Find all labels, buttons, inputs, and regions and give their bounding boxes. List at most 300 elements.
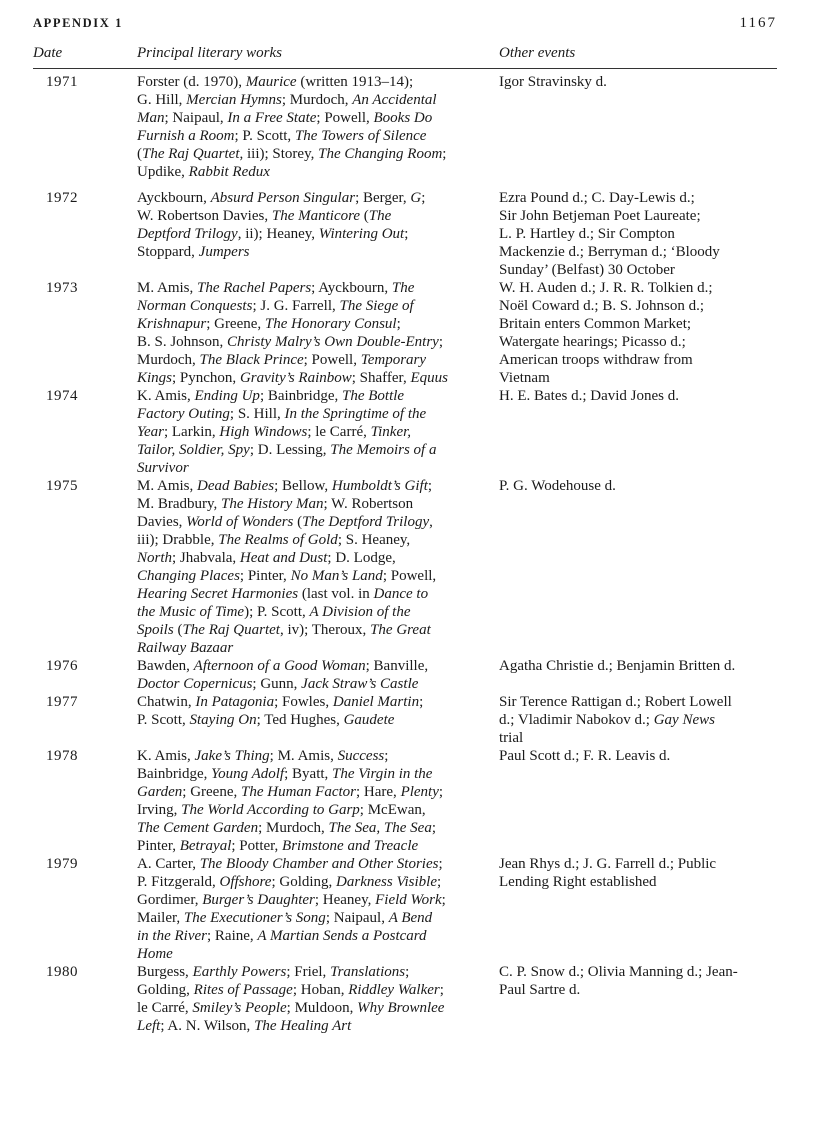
events-cell [499, 477, 779, 495]
plain-text: Forster (d. 1970), [137, 74, 246, 90]
title-text: Smiley’s People [192, 1000, 287, 1016]
plain-text: W. H. Auden d.; J. R. R. Tolkien d.; [499, 280, 713, 296]
title-text: The Changing Room [318, 146, 443, 162]
plain-text: ; [438, 784, 444, 800]
column-heading-works: Principal literary works [137, 45, 282, 61]
column-heading-date: Date [33, 45, 63, 61]
plain-text: ; Muldoon, [286, 1000, 358, 1016]
title-text: Railway Bazaar [137, 640, 234, 656]
title-text: Gay News [653, 712, 715, 728]
title-text: Furnish a Room [137, 128, 235, 144]
title-text: Brimstone and Treacle [282, 838, 419, 854]
works-line [137, 225, 497, 243]
title-text: Home [137, 946, 173, 962]
title-text: An Accidental [352, 92, 437, 108]
title-text: A Division of the [309, 604, 411, 620]
works-line [137, 91, 497, 109]
year-cell: 1973 [46, 280, 78, 296]
title-text: The History Man [221, 496, 324, 512]
plain-text: Murdoch, [137, 352, 200, 368]
title-text: Factory Outing [137, 406, 230, 422]
events-line [499, 729, 779, 747]
title-text: Young Adolf [211, 766, 285, 782]
plain-text: Vietnam [499, 370, 550, 386]
events-line [499, 333, 779, 351]
plain-text: L. P. Hartley d.; Sir Compton [499, 226, 675, 242]
plain-text: ; [384, 748, 389, 764]
plain-text: ; M. Amis, [269, 748, 338, 764]
works-line [137, 145, 497, 163]
plain-text: Ezra Pound d.; C. Day-Lewis d.; [499, 190, 695, 206]
title-text: The World According to Garp [181, 802, 360, 818]
plain-text: ; Jhabvala, [172, 550, 240, 566]
plain-text: Stoppard, [137, 244, 199, 260]
works-line [137, 621, 497, 639]
plain-text: (written 1913–14); [296, 74, 414, 90]
plain-text: ; [437, 874, 442, 890]
plain-text: Gordimer, [137, 892, 203, 908]
plain-text: ; [431, 820, 437, 836]
title-text: Temporary [360, 352, 427, 368]
title-text: Man [137, 110, 165, 126]
plain-text: ; Byatt, [284, 766, 333, 782]
title-text: The Bloody Chamber and Other Stories [199, 856, 439, 872]
works-line [137, 747, 497, 765]
title-text: Spoils [137, 622, 174, 638]
plain-text: ; Powell, [382, 568, 437, 584]
plain-text: Updike, [137, 164, 189, 180]
plain-text: ; Naipaul, [325, 910, 389, 926]
plain-text: Noël Coward d.; B. S. Johnson d.; [499, 298, 705, 314]
plain-text: Mackenzie d.; Berryman d.; ‘Bloody [499, 244, 720, 260]
title-text: In a Free State [227, 110, 317, 126]
events-cell [499, 73, 779, 91]
works-line [137, 657, 497, 675]
plain-text: K. Amis, [137, 748, 195, 764]
plain-text: Igor Stravinsky d. [499, 74, 607, 90]
plain-text: Britain enters Common Market; [499, 316, 692, 332]
events-line [499, 261, 779, 279]
plain-text: ; Hoban, [292, 982, 349, 998]
plain-text: ; Potter, [231, 838, 283, 854]
title-text: In the Springtime of the [284, 406, 427, 422]
works-line [137, 531, 497, 549]
events-line [499, 297, 779, 315]
works-line [137, 963, 497, 981]
works-line [137, 279, 497, 297]
works-cell [137, 279, 497, 387]
title-text: The Honorary Consul [264, 316, 397, 332]
plain-text: Chatwin, [137, 694, 196, 710]
works-line [137, 127, 497, 145]
events-line [499, 747, 779, 765]
plain-text: ( [137, 146, 142, 162]
events-line [499, 477, 779, 495]
title-text: The Great [370, 622, 431, 638]
plain-text: Jean Rhys d.; J. G. Farrell d.; Public [499, 856, 717, 872]
title-text: Krishnapur [137, 316, 207, 332]
column-heading-events: Other events [499, 45, 576, 61]
title-text: G [410, 190, 422, 206]
title-text: Daniel Martin [332, 694, 420, 710]
plain-text: (last vol. in [298, 586, 374, 602]
works-line [137, 927, 497, 945]
plain-text: ; S. Heaney, [337, 532, 411, 548]
works-line [137, 873, 497, 891]
plain-text: , iv); Theroux, [279, 622, 371, 638]
events-line [499, 225, 779, 243]
title-text: Wintering Out [318, 226, 405, 242]
title-text: Maurice [245, 74, 297, 90]
events-cell [499, 855, 779, 891]
title-text: Riddley Walker [348, 982, 440, 998]
running-head [33, 16, 777, 38]
title-text: Betrayal [179, 838, 232, 854]
title-text: The Towers of Silence [294, 128, 427, 144]
plain-text: Mailer, [137, 910, 184, 926]
plain-text: ; Friel, [286, 964, 331, 980]
plain-text: ; J. G. Farrell, [252, 298, 340, 314]
plain-text: ; [442, 146, 447, 162]
works-line [137, 819, 497, 837]
page-number: 1167 [739, 15, 777, 31]
plain-text: Burgess, [137, 964, 193, 980]
title-text: Kings [137, 370, 173, 386]
works-line [137, 837, 497, 855]
title-text: Darkness Visible [336, 874, 438, 890]
title-text: Survivor [137, 460, 189, 476]
title-text: Translations [330, 964, 406, 980]
plain-text: ; [439, 982, 444, 998]
plain-text: Lending Right established [499, 874, 657, 890]
works-line [137, 675, 497, 693]
plain-text: P. Scott, [137, 712, 190, 728]
title-text: Equus [410, 370, 448, 386]
plain-text: ; [405, 964, 410, 980]
plain-text: Golding, [137, 982, 194, 998]
title-text: The Virgin in the [332, 766, 433, 782]
plain-text: trial [499, 730, 524, 746]
year-cell: 1977 [46, 694, 78, 710]
plain-text: ; Murdoch, [258, 820, 329, 836]
works-cell [137, 477, 497, 657]
title-text: Ending Up [194, 388, 260, 404]
works-line [137, 783, 497, 801]
plain-text: ; Heaney, [314, 892, 376, 908]
title-text: Staying On [189, 712, 257, 728]
events-line [499, 315, 779, 333]
works-line [137, 711, 497, 729]
plain-text: ; le Carré, [307, 424, 371, 440]
works-line [137, 981, 497, 999]
plain-text: K. Amis, [137, 388, 195, 404]
events-line [499, 351, 779, 369]
plain-text: A. Carter, [137, 856, 200, 872]
plain-text: M. Bradbury, [137, 496, 222, 512]
plain-text: , ii); Heaney, [237, 226, 319, 242]
plain-text: Ayckbourn, [137, 190, 211, 206]
works-line [137, 999, 497, 1017]
title-text: The Siege of [339, 298, 414, 314]
plain-text: ; Pinter, [239, 568, 291, 584]
title-text: The [368, 208, 392, 224]
works-line [137, 315, 497, 333]
title-text: Norman Conquests [137, 298, 253, 314]
plain-text: C. P. Snow d.; Olivia Manning d.; Jean- [499, 964, 738, 980]
plain-text: , iii); Storey, [239, 146, 319, 162]
plain-text: ; [396, 316, 401, 332]
works-line [137, 297, 497, 315]
plain-text: P. G. Wodehouse d. [499, 478, 616, 494]
events-cell [499, 189, 779, 279]
title-text: Earthly Powers [192, 964, 287, 980]
works-line [137, 333, 497, 351]
title-text: The Deptford Trilogy [302, 514, 430, 530]
events-line [499, 189, 779, 207]
events-cell [499, 693, 779, 747]
year-cell: 1976 [46, 658, 78, 674]
title-text: The Cement Garden [137, 820, 259, 836]
works-line [137, 855, 497, 873]
plain-text: ; [438, 334, 443, 350]
works-line [137, 1017, 497, 1035]
works-cell [137, 855, 497, 963]
title-text: Doctor Copernicus [137, 676, 253, 692]
plain-text: ; [419, 694, 424, 710]
plain-text: Sir Terence Rattigan d.; Robert Lowell [499, 694, 732, 710]
plain-text: Watergate hearings; Picasso d.; [499, 334, 686, 350]
title-text: World of Wonders [186, 514, 294, 530]
plain-text: ; Golding, [271, 874, 337, 890]
title-text: Books Do [373, 110, 433, 126]
year-cell: 1979 [46, 856, 78, 872]
plain-text: d.; Vladimir Nabokov d.; [499, 712, 654, 728]
works-cell [137, 963, 497, 1035]
plain-text: Agatha Christie d.; Benjamin Britten d. [499, 658, 736, 674]
works-line [137, 765, 497, 783]
works-line [137, 441, 497, 459]
title-text: Absurd Person Singular [210, 190, 356, 206]
works-cell [137, 387, 497, 477]
plain-text: ; Shaffer, [351, 370, 411, 386]
works-cell [137, 189, 497, 261]
title-text: Tailor, Soldier, Spy [137, 442, 250, 458]
title-text: Why Brownlee [357, 1000, 445, 1016]
title-text: The Sea, The Sea [328, 820, 432, 836]
works-line [137, 495, 497, 513]
works-line [137, 189, 497, 207]
works-line [137, 891, 497, 909]
plain-text: ; [404, 226, 409, 242]
events-cell [499, 387, 779, 405]
works-line [137, 207, 497, 225]
title-text: Field Work [375, 892, 442, 908]
plain-text: ; D. Lodge, [327, 550, 396, 566]
plain-text: Paul Scott d.; F. R. Leavis d. [499, 748, 671, 764]
title-text: The Rachel Papers [197, 280, 312, 296]
title-text: High Windows [219, 424, 308, 440]
works-line [137, 909, 497, 927]
plain-text: ; Fowles, [274, 694, 333, 710]
works-line [137, 73, 497, 91]
works-line [137, 387, 497, 405]
title-text: A Bend [388, 910, 433, 926]
plain-text: ; W. Robertson [323, 496, 414, 512]
plain-text: ; Gunn, [252, 676, 302, 692]
title-text: No Man’s Land [290, 568, 383, 584]
title-text: The Realms of Gold [218, 532, 338, 548]
title-text: Rabbit Redux [188, 164, 270, 180]
works-line [137, 243, 497, 261]
title-text: The Black Prince [199, 352, 304, 368]
title-text: Afternoon of a Good Woman [193, 658, 366, 674]
title-text: Humboldt’s Gift [331, 478, 428, 494]
year-cell: 1971 [46, 74, 78, 90]
works-line [137, 945, 497, 963]
plain-text: ; Naipaul, [164, 110, 228, 126]
events-line [499, 873, 779, 891]
events-line [499, 855, 779, 873]
plain-text: ; S. Hill, [229, 406, 285, 422]
plain-text: ; Powell, [303, 352, 361, 368]
events-line [499, 693, 779, 711]
title-text: The Raj Quartet [182, 622, 280, 638]
title-text: The [391, 280, 415, 296]
events-line [499, 963, 779, 981]
title-text: The Human Factor [241, 784, 356, 800]
plain-text: ; Bainbridge, [259, 388, 343, 404]
title-text: Heat and Dust [239, 550, 328, 566]
plain-text: ; McEwan, [359, 802, 426, 818]
plain-text: M. Amis, [137, 478, 198, 494]
plain-text: ; A. N. Wilson, [160, 1018, 255, 1034]
plain-text: ; D. Lessing, [249, 442, 331, 458]
events-cell [499, 279, 779, 387]
works-line [137, 405, 497, 423]
plain-text: ; Ayckbourn, [311, 280, 392, 296]
events-line [499, 73, 779, 91]
title-text: Hearing Secret Harmonies [137, 586, 299, 602]
works-cell [137, 693, 497, 729]
works-line [137, 163, 497, 181]
plain-text: ; Greene, [206, 316, 265, 332]
events-line [499, 243, 779, 261]
works-line [137, 369, 497, 387]
plain-text: ; Berger, [355, 190, 411, 206]
events-cell [499, 657, 779, 675]
plain-text: ; Greene, [182, 784, 241, 800]
plain-text: le Carré, [137, 1000, 193, 1016]
plain-text: H. E. Bates d.; David Jones d. [499, 388, 679, 404]
plain-text: ; Ted Hughes, [256, 712, 344, 728]
title-text: Offshore [219, 874, 272, 890]
plain-text: ; Pynchon, [172, 370, 240, 386]
plain-text: ; Bellow, [274, 478, 332, 494]
works-line [137, 459, 497, 477]
works-line [137, 477, 497, 495]
works-line [137, 423, 497, 441]
title-text: North [137, 550, 173, 566]
title-text: the Music of Time [137, 604, 245, 620]
events-line [499, 279, 779, 297]
plain-text: Bawden, [137, 658, 194, 674]
works-line [137, 109, 497, 127]
plain-text: ; Powell, [316, 110, 374, 126]
plain-text: W. Robertson Davies, [137, 208, 272, 224]
plain-text: Paul Sartre d. [499, 982, 581, 998]
title-text: Plenty [400, 784, 439, 800]
title-text: The Raj Quartet [142, 146, 240, 162]
events-line [499, 657, 779, 675]
plain-text: ; P. Scott, [234, 128, 295, 144]
title-text: Jake’s Thing [194, 748, 270, 764]
events-line [499, 369, 779, 387]
title-text: The Bottle [342, 388, 405, 404]
title-text: Tinker, [370, 424, 412, 440]
title-text: The Memoirs of a [330, 442, 437, 458]
title-text: Success [337, 748, 385, 764]
title-text: Dead Babies [197, 478, 275, 494]
events-line [499, 711, 779, 729]
header-rule [33, 68, 777, 69]
title-text: Left [137, 1018, 161, 1034]
plain-text: Sunday’ (Belfast) 30 October [499, 262, 675, 278]
plain-text: ; [438, 856, 443, 872]
title-text: The Healing Art [254, 1018, 352, 1034]
title-text: Burger’s Daughter [202, 892, 315, 908]
plain-text: American troops withdraw from [499, 352, 693, 368]
plain-text: P. Fitzgerald, [137, 874, 220, 890]
title-text: A Martian Sends a Postcard [257, 928, 427, 944]
works-cell [137, 73, 497, 181]
plain-text: Davies, [137, 514, 187, 530]
title-text: Year [137, 424, 164, 440]
title-text: Gaudete [343, 712, 395, 728]
title-text: Mercian Hymns [186, 92, 282, 108]
title-text: The Manticore [271, 208, 361, 224]
plain-text: M. Amis, [137, 280, 198, 296]
events-line [499, 981, 779, 999]
works-line [137, 693, 497, 711]
events-cell [499, 747, 779, 765]
plain-text: ( [360, 208, 369, 224]
year-cell: 1980 [46, 964, 78, 980]
year-cell: 1974 [46, 388, 78, 404]
appendix-label: APPENDIX 1 [33, 16, 123, 30]
events-line [499, 207, 779, 225]
plain-text: ; Raine, [206, 928, 258, 944]
works-cell [137, 657, 497, 693]
plain-text: ( [293, 514, 303, 530]
title-text: Jack Straw’s Castle [301, 676, 419, 692]
year-cell: 1975 [46, 478, 78, 494]
plain-text: Pinter, [137, 838, 180, 854]
title-text: In Patagonia [195, 694, 275, 710]
plain-text: ; [441, 892, 446, 908]
works-line [137, 351, 497, 369]
year-cell: 1972 [46, 190, 78, 206]
works-line [137, 603, 497, 621]
plain-text: B. S. Johnson, [137, 334, 228, 350]
title-text: Changing Places [137, 568, 240, 584]
plain-text: Bainbridge, [137, 766, 212, 782]
plain-text: ; Banville, [365, 658, 429, 674]
plain-text: iii); Drabble, [137, 532, 219, 548]
works-line [137, 639, 497, 657]
works-line [137, 513, 497, 531]
plain-text: , [429, 514, 433, 530]
plain-text: G. Hill, [137, 92, 187, 108]
